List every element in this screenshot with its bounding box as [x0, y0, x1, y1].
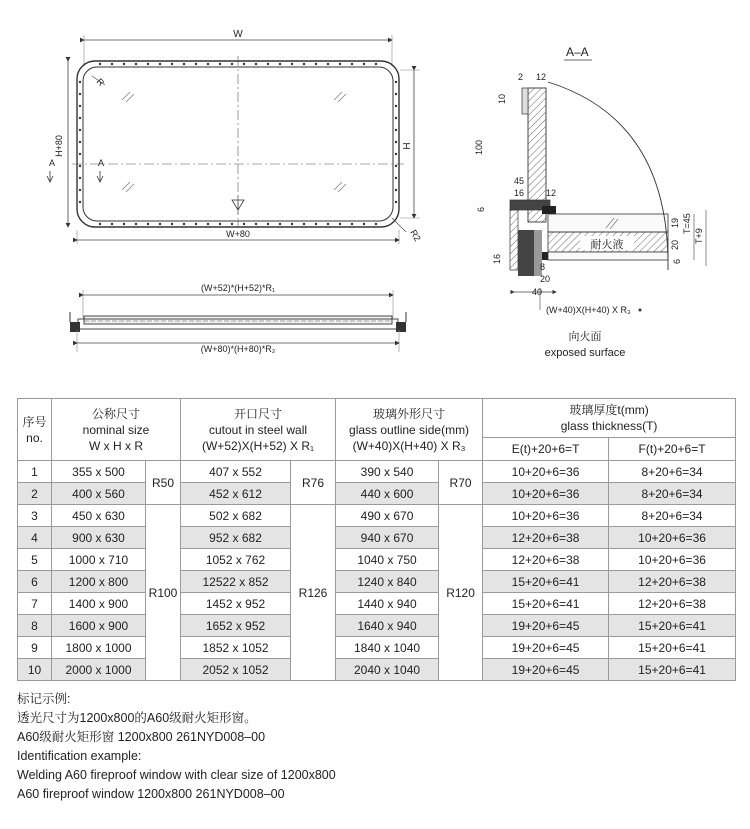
table-row: 7 1400 x 900 1452 x 952 1440 x 940 15+20+6=41 12+20+6=38 [18, 593, 736, 615]
radius-nominal-r50: R50 [146, 461, 181, 505]
table-row: 3 450 x 630 R100 502 x 682 R126 490 x 670 R120 10+20+6=36 8+20+6=34 [18, 505, 736, 527]
header-glass: 玻璃外形尺寸 glass outline side(mm) (W+40)X(H+40) X R₃ [336, 399, 483, 461]
dim-16a: 16 [514, 188, 525, 198]
dim-12a: 12 [536, 72, 547, 82]
dim-side-top: (W+52)*(H+52)*R₁ [200, 283, 276, 293]
spec-table [17, 398, 736, 681]
front-view [47, 29, 423, 244]
table-row: 9 1800 x 1000 1852 x 1052 1840 x 1040 19+20+6=45 15+20+6=41 [18, 637, 736, 659]
radius-label: R [94, 76, 107, 89]
dim-w80: W+80 [226, 229, 250, 239]
dim-6b: 6 [672, 258, 682, 264]
header-cutout: 开口尺寸 cutout in steel wall (W+52)X(H+52) X R₁ [181, 399, 336, 461]
radius-nominal-r100: R100 [146, 505, 181, 681]
dim-w: W [233, 29, 243, 40]
table-row: 6 1200 x 800 12522 x 852 1240 x 840 15+20+6=41 12+20+6=38 [18, 571, 736, 593]
section-title: A–A [566, 45, 589, 59]
fire-liquid-label: 耐火液 [590, 239, 624, 251]
dim-6a: 6 [476, 206, 486, 212]
radius-cutout-r76: R76 [291, 461, 336, 505]
radius-glass-r70: R70 [439, 461, 483, 505]
table-row: 8 1600 x 900 1652 x 952 1640 x 940 19+20+6=45 15+20+6=41 [18, 615, 736, 637]
glass-dim: (W+40)X(H+40) X R₃ [546, 305, 631, 315]
dim-2: 2 [518, 72, 524, 82]
dim-t45: T=45 [682, 213, 692, 234]
dim-side-bottom: (W+80)*(H+80)*R₂ [200, 344, 276, 354]
notes-line1-cn: 透光尺寸为1200x800的A60级耐火矩形窗。 [17, 711, 257, 725]
table-row: 5 1000 x 710 1052 x 762 1040 x 750 12+20+6=38 10+20+6=36 [18, 549, 736, 571]
header-thick-e: E(t)+20+6=T [483, 438, 609, 461]
dim-h80: H+80 [54, 135, 64, 157]
dim-16b: 16 [492, 253, 502, 264]
radius2-label: R2 [408, 228, 423, 243]
notes-title-en: Identification example: [17, 749, 142, 763]
section-a-left: A [49, 158, 56, 168]
header-no: 序号 no. [18, 399, 52, 461]
table-row: 4 900 x 630 952 x 682 940 x 670 12+20+6=38 10+20+6=36 [18, 527, 736, 549]
notes-line2-cn: A60级耐火矩形窗 1200x800 261NYD008–00 [17, 730, 266, 744]
side-view [70, 283, 406, 354]
dim-10: 10 [497, 93, 507, 104]
table-row: 1 355 x 500 R50 407 x 552 R76 390 x 540 R70 10+20+6=36 8+20+6=34 [18, 461, 736, 483]
exposed-cn: 向火面 [568, 331, 602, 343]
notes-line2-en: A60 fireproof window 1200x800 261NYD008–00 [17, 787, 285, 801]
header-nominal: 公称尺寸 nominal size W x H x R [52, 399, 181, 461]
dim-h: H [402, 142, 413, 150]
header-thickness: 玻璃厚度t(mm) glass thickness(T) [483, 399, 736, 438]
dim-19: 19 [670, 217, 680, 228]
radius-glass-r120: R120 [439, 505, 483, 681]
dim-20a: 20 [670, 239, 680, 250]
table-row: 2 400 x 560 452 x 612 440 x 600 10+20+6=36 8+20+6=34 [18, 483, 736, 505]
dim-8: 8 [540, 262, 546, 272]
notes-title-cn: 标记示例: [17, 692, 71, 706]
dim-45: 45 [514, 176, 525, 186]
dim-t9: T+9 [694, 228, 704, 244]
dim-20b: 20 [540, 274, 551, 284]
section-aa [474, 45, 706, 359]
exposed-en: exposed surface [544, 347, 626, 359]
notes-line1-en: Welding A60 fireproof window with clear size of 1200x800 [17, 768, 336, 782]
technical-drawing [0, 0, 750, 390]
table-row: 10 2000 x 1000 2052 x 1052 2040 x 1040 19+20+6=45 15+20+6=41 [18, 659, 736, 681]
identification-notes [17, 690, 737, 804]
dim-12b: 12 [546, 188, 557, 198]
header-thick-f: F(t)+20+6=T [609, 438, 736, 461]
dim-100: 100 [474, 139, 484, 155]
section-a-right: A [98, 158, 105, 168]
dim-40: 40 [532, 287, 543, 297]
radius-cutout-r126: R126 [291, 505, 336, 681]
